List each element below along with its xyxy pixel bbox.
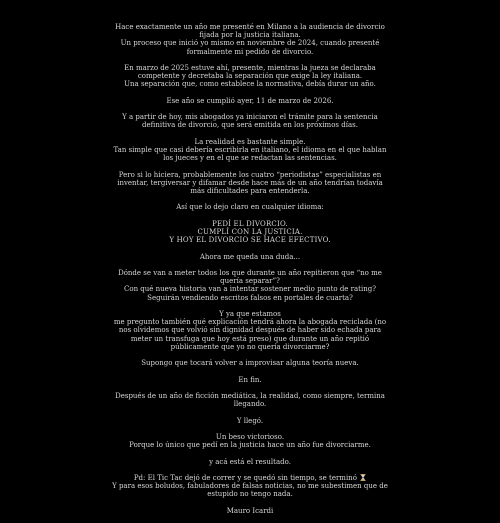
line-text: CUMPLÍ CON LA JUSTICIA. bbox=[197, 227, 303, 236]
paragraph bbox=[62, 474, 438, 499]
text-line bbox=[62, 146, 438, 154]
text-line bbox=[62, 474, 438, 482]
paragraph bbox=[62, 64, 438, 89]
line-text: quería separar”? bbox=[220, 277, 280, 286]
text-line bbox=[62, 335, 438, 343]
text-line bbox=[62, 326, 438, 334]
signature: Mauro Icardi bbox=[226, 506, 274, 515]
line-text: Ese año se cumplió ayer, 11 de marzo de 2026. bbox=[166, 96, 334, 105]
paragraph bbox=[62, 392, 438, 408]
line-text: En marzo de 2025 estuve ahí, presente, mientras la jueza se declaraba bbox=[124, 64, 376, 72]
line-text: PEDÍ EL DIVORCIO. bbox=[212, 219, 288, 228]
text-line bbox=[62, 400, 438, 408]
paragraph bbox=[62, 359, 438, 367]
statement-document bbox=[62, 23, 438, 523]
paragraph bbox=[62, 376, 438, 384]
text-line bbox=[62, 343, 438, 351]
line-text: y acá está el resultado. bbox=[209, 457, 291, 466]
text-line bbox=[62, 490, 438, 498]
line-text: fijada por la justicia italiana. bbox=[199, 31, 301, 40]
hourglass-icon bbox=[360, 474, 366, 481]
line-text: Y ya que estamos bbox=[219, 309, 281, 318]
line-text: Después de un año de ficción mediática, la realidad, como siempre, termina bbox=[115, 391, 385, 400]
text-line bbox=[62, 269, 438, 277]
paragraph bbox=[62, 113, 438, 129]
line-text: nos olvidemos que volvió sin dignidad después de haber sido echada para bbox=[118, 326, 382, 335]
text-line bbox=[62, 80, 438, 88]
paragraph bbox=[62, 417, 438, 425]
paragraph bbox=[62, 458, 438, 466]
line-text: inventar, tergiversar y difamar desde hace más de un año tendrían todavía bbox=[117, 178, 383, 187]
line-text: Un beso victorioso. bbox=[215, 432, 285, 441]
line-text: formalmente mi pedido de divorcio. bbox=[186, 47, 314, 56]
line-text: Pd: El Tic Tac dejó de correr y se quedó sin tiempo, se terminó bbox=[133, 473, 357, 482]
emphasis-block bbox=[62, 220, 438, 245]
text-line bbox=[62, 392, 438, 400]
paragraph bbox=[62, 138, 438, 163]
line-text: Dónde se van a meter todos los que durante un año repitieron que “no me bbox=[118, 268, 382, 277]
line-text: públicamente que yo no quería divorciarme? bbox=[170, 342, 330, 351]
line-text: Hace exactamente un año me presenté en Milano a la audiencia de divorcio bbox=[115, 23, 385, 31]
text-line bbox=[62, 236, 438, 244]
paragraph bbox=[62, 23, 438, 56]
text-line bbox=[62, 203, 438, 211]
text-line bbox=[62, 138, 438, 146]
line-text: me pregunto también qué explicación tendrá ahora la abogada reciclada (no bbox=[113, 318, 387, 327]
line-text: Porque lo único que pedí en la justicia hace un año fue divorciarme. bbox=[129, 441, 371, 450]
text-line bbox=[62, 228, 438, 236]
line-text: más dificultades para entenderla. bbox=[190, 186, 310, 195]
text-line bbox=[62, 376, 438, 384]
line-text: Una separación que, como establece la normativa, debía durar un año. bbox=[124, 80, 376, 89]
text-line bbox=[62, 113, 438, 121]
paragraph bbox=[62, 171, 438, 196]
line-text: En fin. bbox=[238, 375, 262, 384]
text-line bbox=[62, 277, 438, 285]
text-line bbox=[62, 31, 438, 39]
text-line bbox=[62, 64, 438, 72]
line-text: los jueces y en el que se redactan las sentencias. bbox=[163, 154, 337, 163]
text-line bbox=[62, 97, 438, 105]
text-line bbox=[62, 121, 438, 129]
line-text: Con qué nueva historia van a intentar sostener medio punto de rating? bbox=[124, 285, 376, 294]
line-text: estupido no tengo nada. bbox=[207, 490, 293, 499]
text-line bbox=[62, 294, 438, 302]
line-text: Y a partir de hoy, mis abogados ya iniciaron el trámite para la sentencia bbox=[122, 113, 378, 122]
paragraph bbox=[62, 203, 438, 211]
line-text: meter un transfuga que hoy está preso) que durante un año repitió bbox=[130, 334, 370, 343]
text-line bbox=[62, 253, 438, 261]
text-line bbox=[62, 23, 438, 31]
line-text: Pero si lo hiciera, probablemente los cuatro “periodistas” especialistas en bbox=[118, 170, 382, 179]
text-line bbox=[62, 187, 438, 195]
line-text: Seguirán vendiendo escritos falsos en portales de cuarta? bbox=[147, 293, 353, 302]
line-text: competente y decretaba la separación que exige la ley italiana. bbox=[137, 72, 363, 81]
text-line bbox=[62, 220, 438, 228]
text-line bbox=[62, 48, 438, 56]
text-line bbox=[62, 310, 438, 318]
line-text: Tan simple que casi debería escribirla en italiano, el idioma en el que hablan bbox=[113, 145, 387, 154]
paragraph bbox=[62, 97, 438, 105]
text-line bbox=[62, 441, 438, 449]
text-line bbox=[62, 482, 438, 490]
text-line bbox=[62, 359, 438, 367]
line-text: Y HOY EL DIVORCIO SE HACE EFECTIVO. bbox=[169, 236, 331, 245]
line-text: definitiva de divorcio, que será emitida en los próximos días. bbox=[142, 121, 358, 130]
text-line bbox=[62, 179, 438, 187]
paragraph bbox=[62, 310, 438, 351]
line-text: Y para esos boludos, fabuladores de falsas noticias, no me subestimen que de bbox=[112, 482, 388, 491]
line-text: Un proceso que inició yo mismo en noviembre de 2024, cuando presenté bbox=[120, 39, 380, 48]
text-line bbox=[62, 72, 438, 80]
text-line bbox=[62, 154, 438, 162]
line-text: Supongo que tocará volver a improvisar alguna teoría nueva. bbox=[141, 359, 359, 368]
line-text: La realidad es bastante simple. bbox=[194, 137, 306, 146]
line-text: llegando. bbox=[233, 400, 267, 409]
text-line bbox=[62, 171, 438, 179]
line-text: Así que lo dejo claro en cualquier idioma: bbox=[176, 203, 324, 212]
text-line bbox=[62, 458, 438, 466]
paragraph bbox=[62, 253, 438, 261]
text-line bbox=[62, 39, 438, 47]
paragraph bbox=[62, 269, 438, 302]
paragraph bbox=[62, 433, 438, 449]
text-line bbox=[62, 285, 438, 293]
text-line bbox=[62, 417, 438, 425]
line-text: Y llegó. bbox=[236, 416, 264, 425]
line-text: Ahora me queda una duda... bbox=[199, 252, 301, 261]
text-line bbox=[62, 318, 438, 326]
